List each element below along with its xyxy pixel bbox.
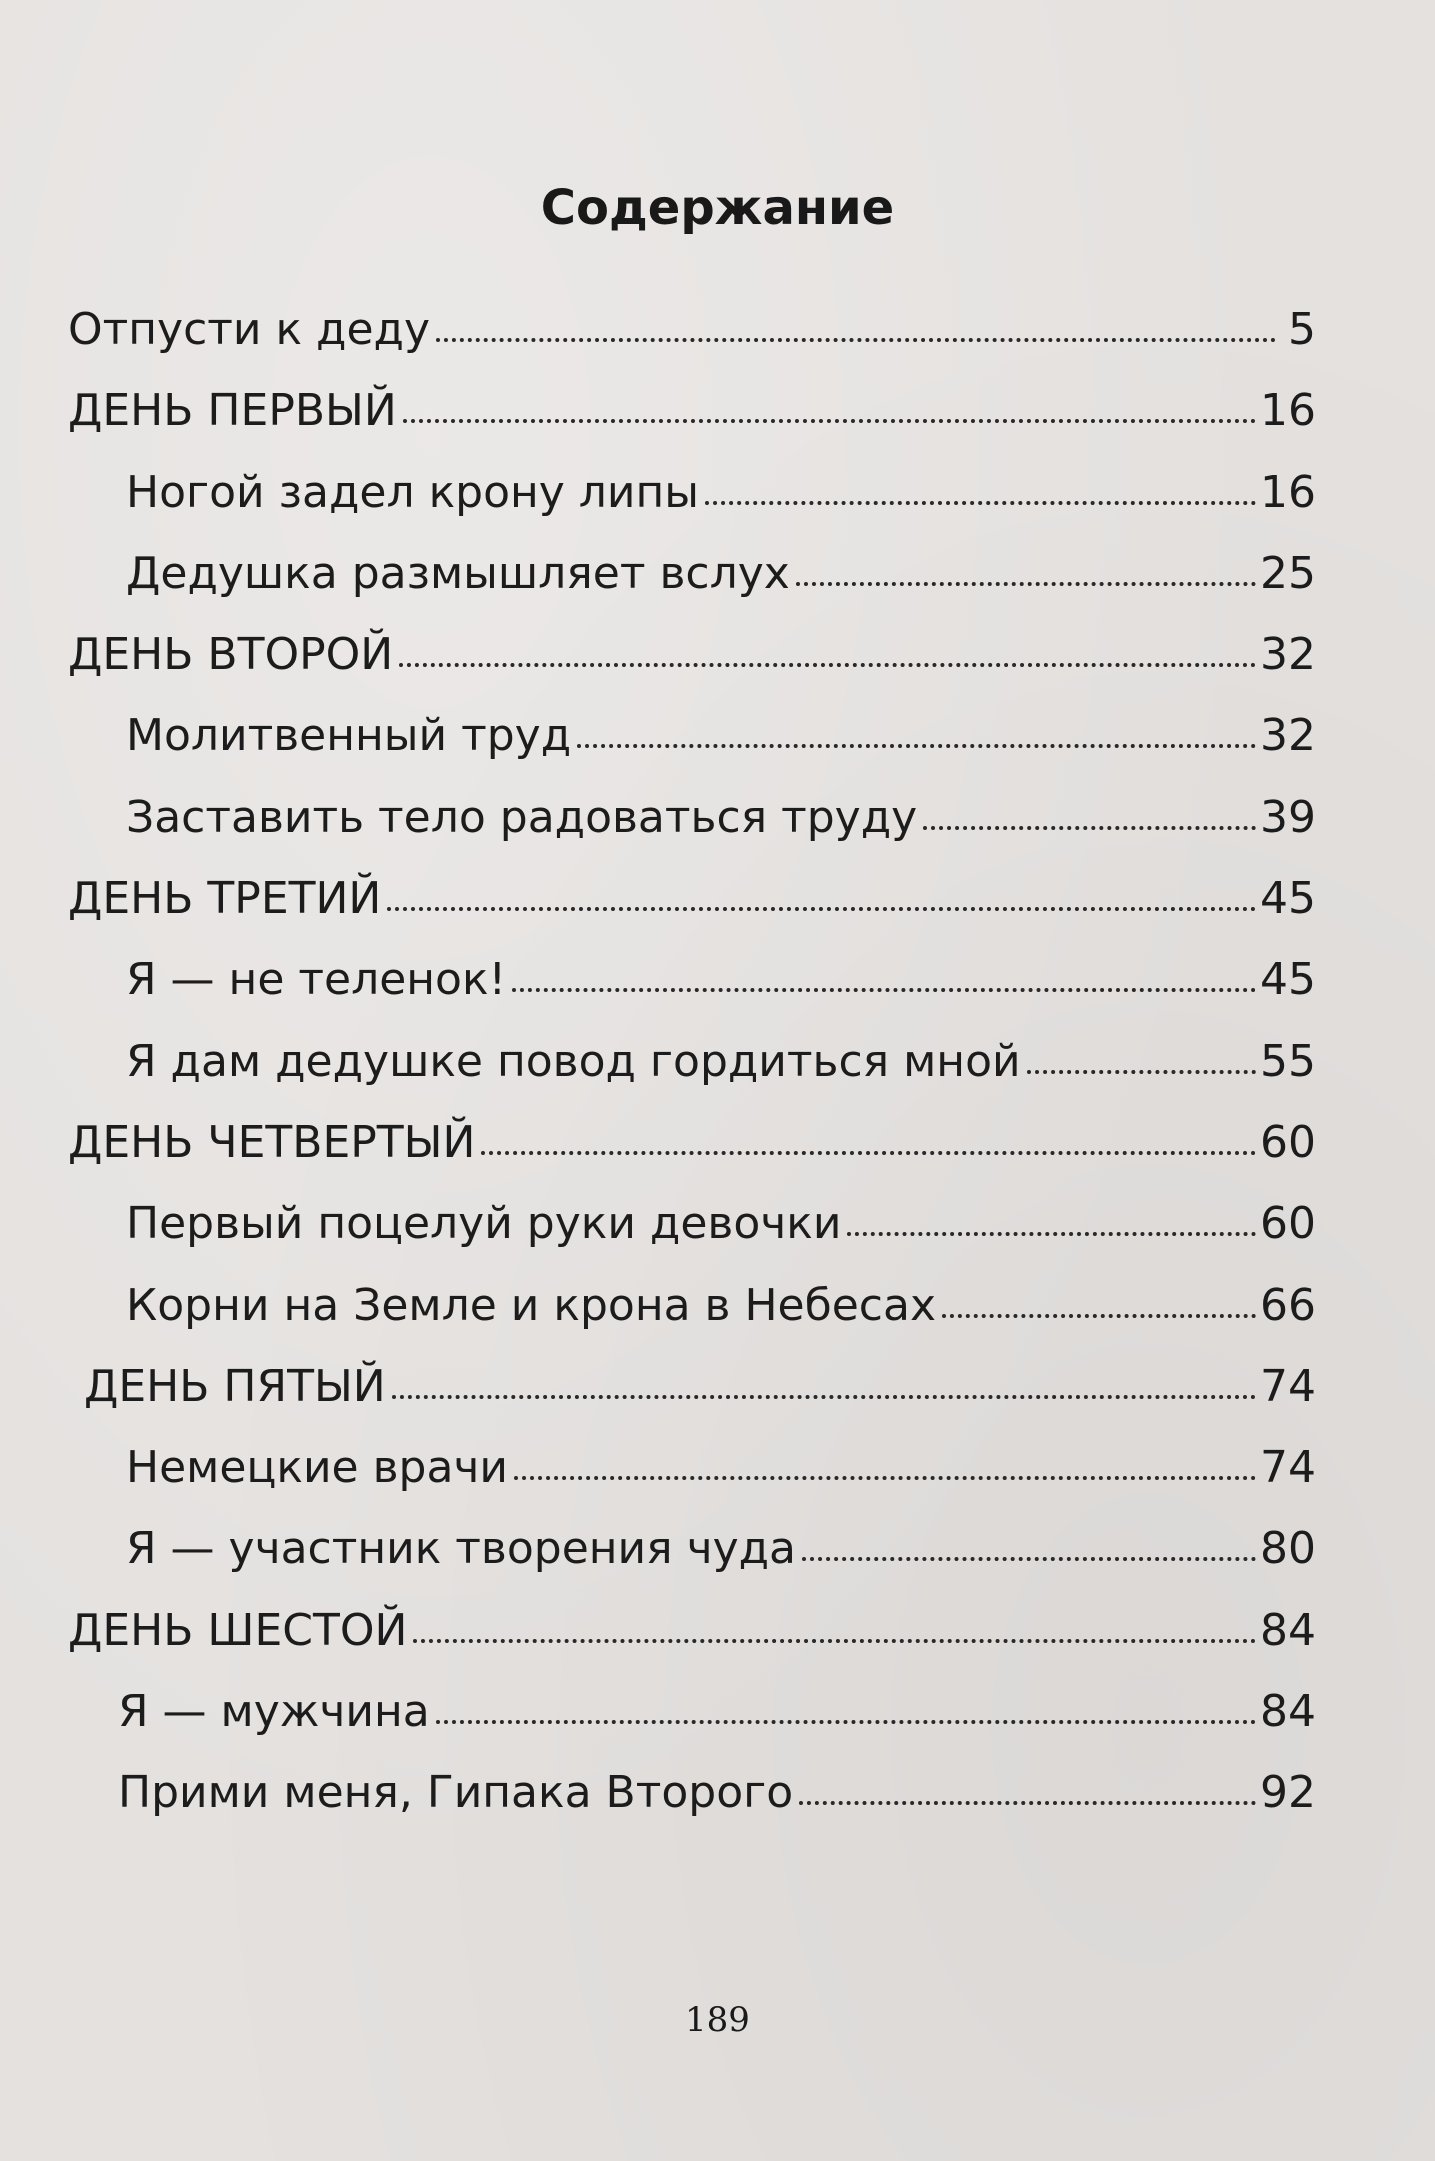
dot-leader [512, 988, 1256, 992]
toc-entry [68, 1442, 1316, 1523]
toc-entry-page: 45 [1260, 873, 1316, 925]
toc-entry-title: Первый поцелуй руки девочки [126, 1198, 842, 1250]
toc-entry-title: ДЕНЬ ПЕРВЫЙ [68, 385, 397, 437]
toc-entry [68, 1198, 1316, 1279]
dot-leader [847, 1232, 1256, 1236]
toc-entry [68, 1523, 1316, 1604]
toc-entry-title: ДЕНЬ ПЯТЫЙ [84, 1360, 386, 1412]
toc-entry-page: 60 [1260, 1198, 1316, 1250]
dot-leader [481, 1151, 1256, 1155]
toc-entry-title: ДЕНЬ ШЕСТОЙ [68, 1604, 408, 1656]
toc-entry-page: 32 [1260, 710, 1316, 762]
toc-entry-page: 84 [1260, 1686, 1316, 1738]
dot-leader [942, 1314, 1256, 1318]
dot-leader [705, 501, 1256, 505]
toc-entry [68, 1361, 1316, 1442]
dot-leader [403, 419, 1256, 423]
toc-entry [68, 873, 1316, 954]
toc-entry-title: Молитвенный труд [126, 710, 572, 762]
dot-leader [514, 1476, 1256, 1480]
page-title: Содержание [540, 180, 895, 237]
dot-leader [413, 1639, 1256, 1643]
toc-entry [68, 304, 1316, 385]
toc-entry-page: 74 [1260, 1442, 1316, 1494]
toc-entry-title: Прими меня, Гипака Второго [118, 1767, 794, 1819]
toc-entry-title: Заставить тело радоваться труду [126, 791, 918, 843]
toc-entry-title: Дедушка размышляет вслух [126, 547, 790, 599]
toc-entry-title: Я дам дедушке повод гордиться мной [126, 1035, 1021, 1087]
toc-entry [68, 710, 1316, 791]
page-number: 189 [685, 2000, 750, 2040]
toc-entry [68, 792, 1316, 873]
toc-entry [68, 1280, 1316, 1361]
dot-leader [387, 907, 1256, 911]
dot-leader [802, 1557, 1256, 1561]
toc-entry-page: 84 [1260, 1604, 1316, 1656]
toc-entry-page: 74 [1260, 1360, 1316, 1412]
toc-entry-page: 66 [1260, 1279, 1316, 1331]
toc-entry-title: Отпусти к деду [68, 304, 430, 355]
dot-leader [1027, 1070, 1256, 1074]
dot-leader [923, 826, 1256, 830]
toc-entry-page: 16 [1260, 385, 1316, 437]
toc-entry [68, 1686, 1316, 1767]
toc-entry-title: Немецкие врачи [126, 1442, 509, 1494]
dot-leader [399, 663, 1256, 667]
toc-entry [68, 1605, 1316, 1686]
dot-leader [796, 582, 1256, 586]
toc-entry-page: 16 [1260, 466, 1316, 518]
toc-entry-title: ДЕНЬ ВТОРОЙ [68, 629, 394, 681]
toc-entry [68, 1117, 1316, 1198]
toc-entry-page: 39 [1260, 791, 1316, 843]
toc-entry-title: Я — участник творения чуда [126, 1523, 797, 1575]
dot-leader [436, 1720, 1256, 1724]
dot-leader [799, 1801, 1256, 1805]
toc-entry [68, 1767, 1316, 1848]
toc-entry [68, 548, 1316, 629]
toc-entry [68, 629, 1316, 710]
toc-entry [68, 1036, 1316, 1117]
toc-entry-title: Ногой задел крону липы [126, 466, 700, 518]
toc-entry [68, 467, 1316, 548]
toc-entry-page: 32 [1260, 629, 1316, 681]
toc-entry-title: Я — мужчина [118, 1686, 430, 1738]
toc-entry-page: 92 [1260, 1767, 1316, 1819]
toc-entry-title: ДЕНЬ ТРЕТИЙ [68, 873, 382, 925]
toc-entry-page: 25 [1260, 547, 1316, 599]
toc-entry-title: Корни на Земле и крона в Небесах [126, 1279, 937, 1331]
toc-entry [68, 385, 1316, 466]
dot-leader [392, 1395, 1256, 1399]
toc-entry-page: 45 [1260, 954, 1316, 1006]
toc-entry [68, 954, 1316, 1035]
toc-entry-page: 55 [1260, 1035, 1316, 1087]
table-of-contents [68, 304, 1316, 1849]
dot-leader [436, 338, 1276, 342]
toc-entry-title: ДЕНЬ ЧЕТВЕРТЫЙ [68, 1116, 476, 1168]
toc-entry-title: Я — не теленок! [126, 954, 507, 1006]
toc-entry-page: 5 [1288, 304, 1316, 355]
toc-entry-page: 80 [1260, 1523, 1316, 1575]
toc-entry-page: 60 [1260, 1116, 1316, 1168]
dot-leader [577, 744, 1256, 748]
